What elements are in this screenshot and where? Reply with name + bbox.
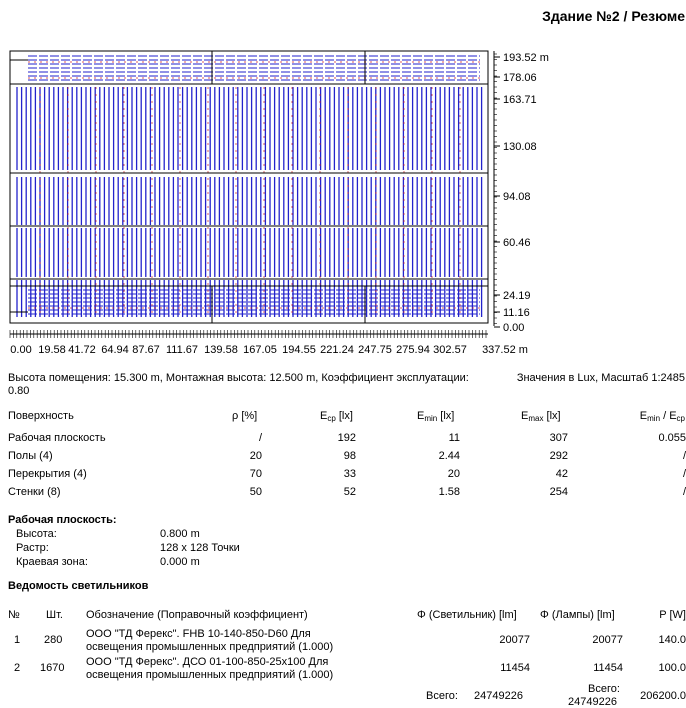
luminaire-lamp-flux: 11454 (593, 662, 623, 674)
surface-emin: 2.44 (438, 450, 460, 462)
surface-emax: 307 (549, 432, 568, 444)
surface-emax: 254 (549, 486, 568, 498)
total-power: 206200.0 (640, 690, 686, 702)
x-tick-label: 221.24 (320, 344, 354, 356)
col-no: № (8, 609, 20, 621)
x-tick-label: 64.94 (101, 344, 129, 356)
scale-note: Значения в Lux, Масштаб 1:2485 (516, 372, 685, 384)
col-flux-luminaire: Φ (Светильник) [lm] (417, 609, 517, 621)
luminaire-name-cont: освещения промышленных предприятий (1.000) (86, 641, 334, 653)
y-tick-label: 193.52 m (503, 52, 549, 64)
surface-name: Рабочая плоскость (8, 432, 106, 444)
luminaire-qty: 280 (44, 634, 63, 646)
y-tick-label: 24.19 (503, 290, 531, 302)
luminaire-no: 2 (14, 662, 21, 674)
workplane-label: Краевая зона: (16, 556, 88, 568)
surface-emin: 11 (448, 432, 460, 444)
surface-emin: 1.58 (438, 486, 460, 498)
y-tick-label: 94.08 (503, 191, 531, 203)
surface-rho: 50 (249, 486, 262, 498)
workplane-value: 0.800 m (160, 528, 200, 540)
luminaire-name: ООО "ТД Ферекс". FHB 10-140-850-D60 Для (86, 628, 311, 640)
luminaire-flux: 20077 (499, 634, 530, 646)
col-qty: Шт. (46, 609, 63, 621)
x-tick-label: 337.52 m (482, 344, 528, 356)
surface-ratio: 0.055 (658, 432, 686, 444)
luminaire-power: 100.0 (658, 662, 686, 674)
surface-eavg: 33 (343, 468, 356, 480)
luminaire-name-cont: освещения промышленных предприятий (1.000) (86, 669, 334, 681)
luminaires-title: Ведомость светильников (8, 580, 149, 592)
total-luminaire-flux: 24749226 (474, 690, 523, 702)
surface-rho: / (258, 432, 262, 444)
col-eavg: $E_{ср}$ [lx] (320, 410, 353, 423)
surface-name: Стенки (8) (8, 486, 61, 498)
col-emin: $E_{min}$ [lx] (417, 410, 455, 423)
surface-emax: 42 (555, 468, 568, 480)
surface-name: Полы (4) (8, 450, 53, 462)
surface-name: Перекрытия (4) (8, 468, 87, 480)
surface-rho: 70 (249, 468, 262, 480)
workplane-value: 0.000 m (160, 556, 200, 568)
x-tick-label: 275.94 (396, 344, 430, 356)
workplane-label: Растр: (16, 542, 49, 554)
workplane-label: Высота: (16, 528, 57, 540)
y-tick-label: 0.00 (503, 322, 525, 334)
luminaire-name: ООО "ТД Ферекс". ДСО 01-100-850-25х100 Для (86, 656, 329, 668)
luminaire-qty: 1670 (40, 662, 65, 674)
total-lamp-flux: 24749226 (568, 696, 617, 708)
x-tick-label: 139.58 (204, 344, 238, 356)
surface-eavg: 192 (337, 432, 356, 444)
x-tick-label: 87.67 (132, 344, 160, 356)
x-tick-label: 0.00 (10, 344, 32, 356)
y-tick-label: 163.71 (503, 94, 537, 106)
luminaire-power: 140.0 (658, 634, 686, 646)
y-tick-label: 178.06 (503, 72, 537, 84)
col-power: P [W] (659, 609, 686, 621)
surface-ratio: / (682, 486, 686, 498)
y-tick-label: 130.08 (503, 141, 537, 153)
x-tick-label: 19.58 (38, 344, 66, 356)
col-flux-lamp: Φ (Лампы) [lm] (540, 609, 615, 621)
x-tick-label: 194.55 (282, 344, 316, 356)
y-tick-label: 60.46 (503, 237, 531, 249)
col-emax: $E_{max}$ [lx] (521, 410, 561, 423)
x-tick-label: 111.67 (165, 344, 199, 356)
total-label: Всего: (426, 690, 458, 702)
x-tick-label: 41.72 (68, 344, 96, 356)
luminaire-flux: 11454 (500, 662, 530, 674)
lighting-plan (0, 40, 549, 365)
total-lamp-label: Всего: (588, 683, 620, 695)
luminaire-lamp-flux: 20077 (592, 634, 623, 646)
workplane-value: 128 x 128 Точки (160, 542, 240, 554)
surface-ratio: / (682, 450, 686, 462)
x-tick-label: 302.57 (433, 344, 467, 356)
surface-eavg: 52 (343, 486, 356, 498)
workplane-title: Рабочая плоскость: (8, 514, 117, 526)
room-parameters: Высота помещения: 15.300 m, Монтажная высота: 12.500 m, Коэффициент эксплуатации: 0.80 (8, 372, 469, 397)
surface-ratio: / (682, 468, 686, 480)
surface-eavg: 98 (343, 450, 356, 462)
col-surface: Поверхность (8, 410, 74, 422)
luminaire-no: 1 (14, 634, 21, 646)
y-tick-label: 11.16 (503, 307, 530, 319)
col-rho: ρ [%] (232, 410, 258, 422)
surface-emin: 20 (447, 468, 460, 480)
page-title: Здание №2 / Резюме (542, 8, 685, 24)
col-name: Обозначение (Поправочный коэффициент) (86, 609, 308, 621)
surface-emax: 292 (549, 450, 568, 462)
col-ratio: $E_{min} / E_{ср}$ (639, 410, 685, 423)
x-tick-label: 247.75 (358, 344, 392, 356)
x-tick-label: 167.05 (243, 344, 277, 356)
surface-rho: 20 (249, 450, 262, 462)
